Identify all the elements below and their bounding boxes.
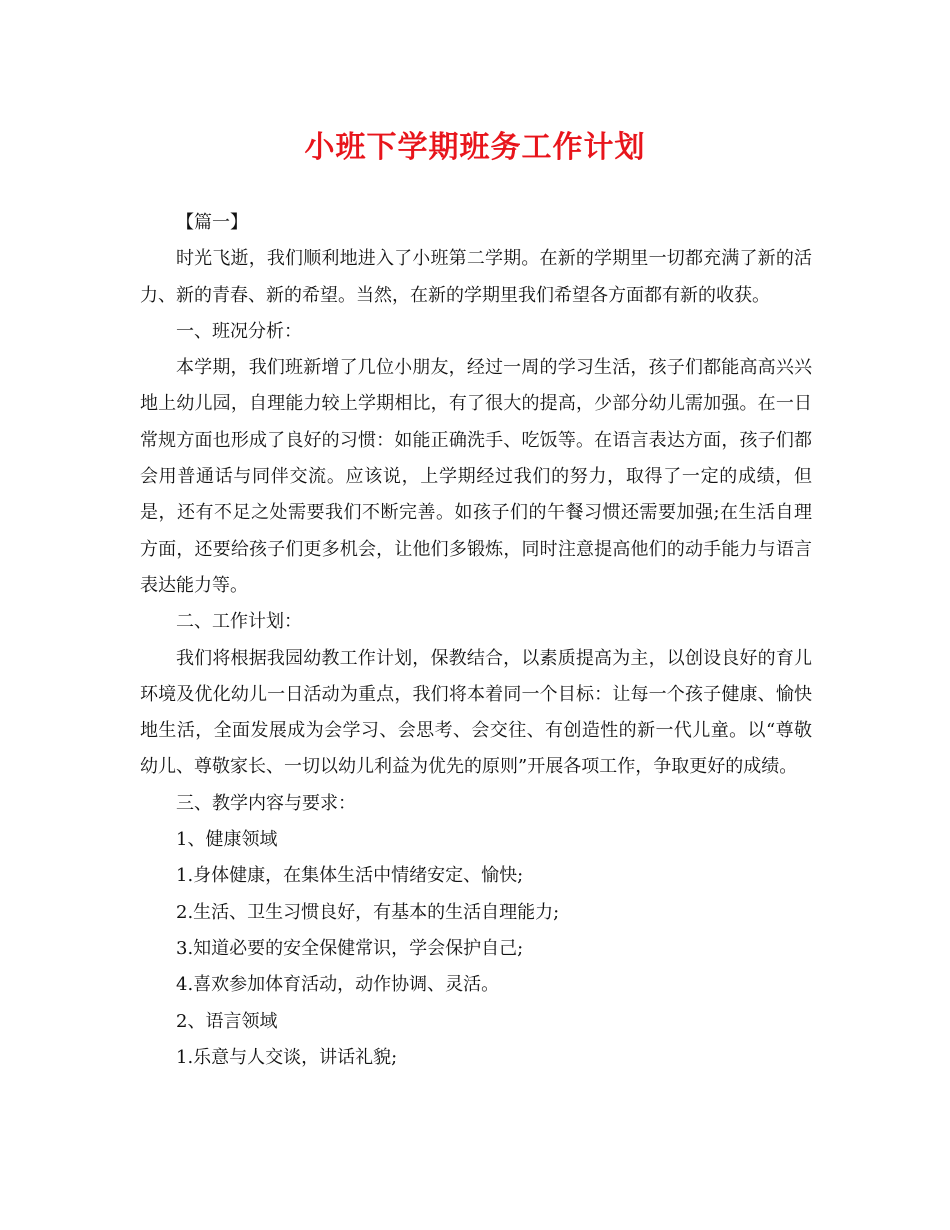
list-item: 2.生活、卫生习惯良好，有基本的生活自理能力; xyxy=(176,901,560,923)
class-analysis-paragraph: 本学期，我们班新增了几位小朋友，经过一周的学习生活，孩子们都能高高兴兴地上幼儿园，自理能力较上学期相比，有了很大的提高，少部分幼儿需加强。在一日常规方面也形成了良好的习惯：如能正确洗手、吃饭等。在语言表达方面，孩子们都会用普通话与同伴交流。应该说，上学期经过我们的努力，取得了一定的成绩，但是，还有不足之处需要我们不断完善。如孩子们的午餐习惯还需要加强;在生活自理方面，还要给孩子们更多机会，让他们多锻炼，同时注意提高他们的动手能力与语言表达能力等。 xyxy=(140,357,812,596)
subheading-health: 1、健康领域 xyxy=(176,829,278,851)
heading-class-analysis: 一、班况分析： xyxy=(176,320,302,342)
heading-teaching-content: 三、教学内容与要求： xyxy=(176,792,356,814)
list-item: 1.乐意与人交谈，讲话礼貌; xyxy=(176,1046,398,1068)
list-item: 1.身体健康，在集体生活中情绪安定、愉快; xyxy=(176,865,524,887)
list-item: 3.知道必要的安全保健常识，学会保护自己; xyxy=(176,937,524,959)
subheading-language: 2、语言领域 xyxy=(176,1010,278,1032)
work-plan-paragraph: 我们将根据我园幼教工作计划，保教结合，以素质提高为主，以创设良好的育儿环境及优化幼儿一日活动为重点，我们将本着同一个目标：让每一个孩子健康、愉快地生活，全面发展成为会学习、会思考、会交往、有创造性的新一代儿童。以“尊敬幼儿、尊敬家长、一切以幼儿利益为优先的原则”开展各项工作，争取更好的成绩。 xyxy=(140,647,812,778)
document-body xyxy=(140,205,812,1076)
section-label: 【篇一】 xyxy=(176,212,248,233)
intro-paragraph: 时光飞逝，我们顺利地进入了小班第二学期。在新的学期里一切都充满了新的活力、新的青春、新的希望。当然，在新的学期里我们希望各方面都有新的收获。 xyxy=(140,248,812,306)
list-item: 4.喜欢参加体育活动，动作协调、灵活。 xyxy=(176,974,500,996)
document-title: 小班下学期班务工作计划 xyxy=(304,130,646,165)
heading-work-plan: 二、工作计划： xyxy=(176,611,302,633)
